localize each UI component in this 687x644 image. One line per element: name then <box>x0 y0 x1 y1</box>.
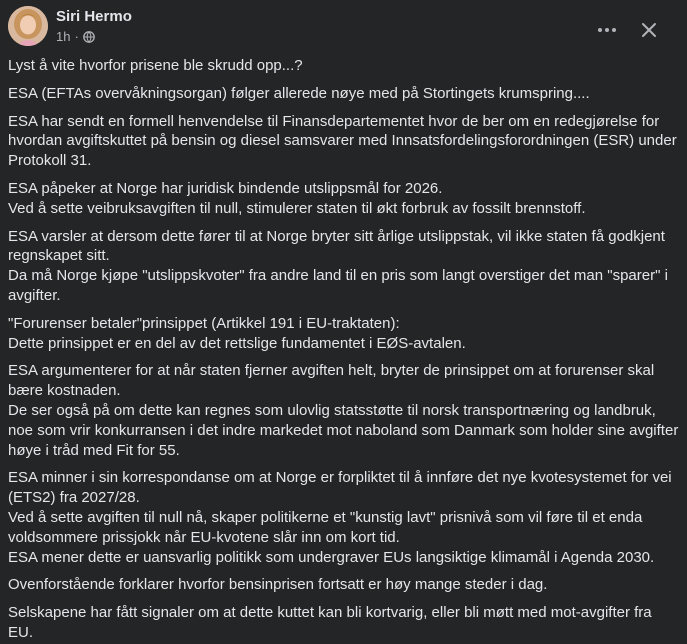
post-text-line: ESA mener dette er uansvarlig politikk som undergraver EUs langsiktige klimamål i Agenda 2030. <box>8 548 655 566</box>
post-text-line: ESA argumenterer for at når staten fjerner avgiften helt, bryter de prinsippet om at forurenser skal bære kostnaden. <box>8 362 655 400</box>
close-icon <box>641 22 657 38</box>
post-text-line: ESA påpeker at Norge har juridisk bindende utslippsmål for 2026. <box>8 179 443 197</box>
post-paragraph <box>8 575 680 595</box>
post-text-line: ESA varsler at dersom dette fører til at Norge bryter sitt årlige utslippstak, vil ikke staten få godkjent regnskapet sitt. <box>8 227 665 265</box>
profile-photo-icon <box>8 6 48 46</box>
post-text-line: "Forurenser betaler"prinsippet (Artikkel 191 i EU-traktaten): <box>8 314 400 332</box>
globe-icon[interactable] <box>83 31 95 43</box>
post-text-line: ESA minner i sin korrespondanse om at Norge er forpliktet til å innføre det nye kvotesystemet for vei (ETS2) fra 2027/28. <box>8 469 672 507</box>
post-timestamp[interactable]: 1h <box>56 29 71 44</box>
post-text-line: ESA har sendt en formell henvendelse til Finansdepartementet hvor de ber om en redegjørelse for hvordan avgiftskuttet på bensin og diesel samsvarer med Innsatsfordelingsforordningen (ESR) under Protokoll 31. <box>8 112 677 170</box>
post-text-line: Selskapene har fått signaler om at dette kuttet kan bli kortvarig, eller bli møtt med mot-avgifter fra EU. <box>8 604 652 641</box>
post-text-line: ESA (EFTAs overvåkningsorgan) følger allerede nøye med på Stortingets krumspring.... <box>8 84 590 102</box>
post-text-line: Ovenforstående forklarer hvorfor bensinprisen fortsatt er høy mange steder i dag. <box>8 576 548 594</box>
post-text-line: Ved å sette avgiften til null nå, skaper politikerne et "kunstig lavt" prisnivå som vil føre til et enda voldsommere prissjokk når EU-kvotene slår inn om kort tid. <box>8 508 643 546</box>
post-paragraph <box>8 314 680 354</box>
post-text-line: Dette prinsippet er en del av det rettslige fundamentet i EØS-avtalen. <box>8 334 466 352</box>
close-post-button[interactable] <box>631 12 667 48</box>
post-paragraph <box>8 361 680 460</box>
more-horizontal-icon <box>597 27 617 33</box>
author-name[interactable]: Siri Hermo <box>56 8 132 25</box>
post-paragraph <box>8 179 680 219</box>
post-header <box>8 6 687 52</box>
post-text-line: Da må Norge kjøpe "utslippskvoter" fra andre land til en pris som langt overstiger det man "sparer" i avgifter. <box>8 267 668 304</box>
post-paragraph <box>8 468 680 567</box>
post-text-line: Ved å sette veibruksavgiften til null, stimulerer staten til økt forbruk av fossilt brennstoff. <box>8 199 586 217</box>
post-paragraph <box>8 84 680 104</box>
post-meta <box>56 29 95 44</box>
post-text-line: De ser også på om dette kan regnes som ulovlig statsstøtte til norsk transportnæring og landbruk, noe som vrir konkurransen i det indre markedet mot naboland som Danmark som holder sine avgifter høye i tråd med Fit for 55. <box>8 401 679 459</box>
post-paragraph <box>8 603 680 643</box>
post-body <box>8 56 680 644</box>
avatar[interactable] <box>8 6 48 46</box>
post-paragraph <box>8 112 680 171</box>
post-paragraph <box>8 227 680 306</box>
post-actions <box>589 12 667 48</box>
meta-separator: · <box>74 29 79 44</box>
post-text-line: Lyst å vite hvorfor prisene ble skrudd opp...? <box>8 57 303 74</box>
more-options-button[interactable] <box>589 12 625 48</box>
post-paragraph <box>8 56 680 76</box>
